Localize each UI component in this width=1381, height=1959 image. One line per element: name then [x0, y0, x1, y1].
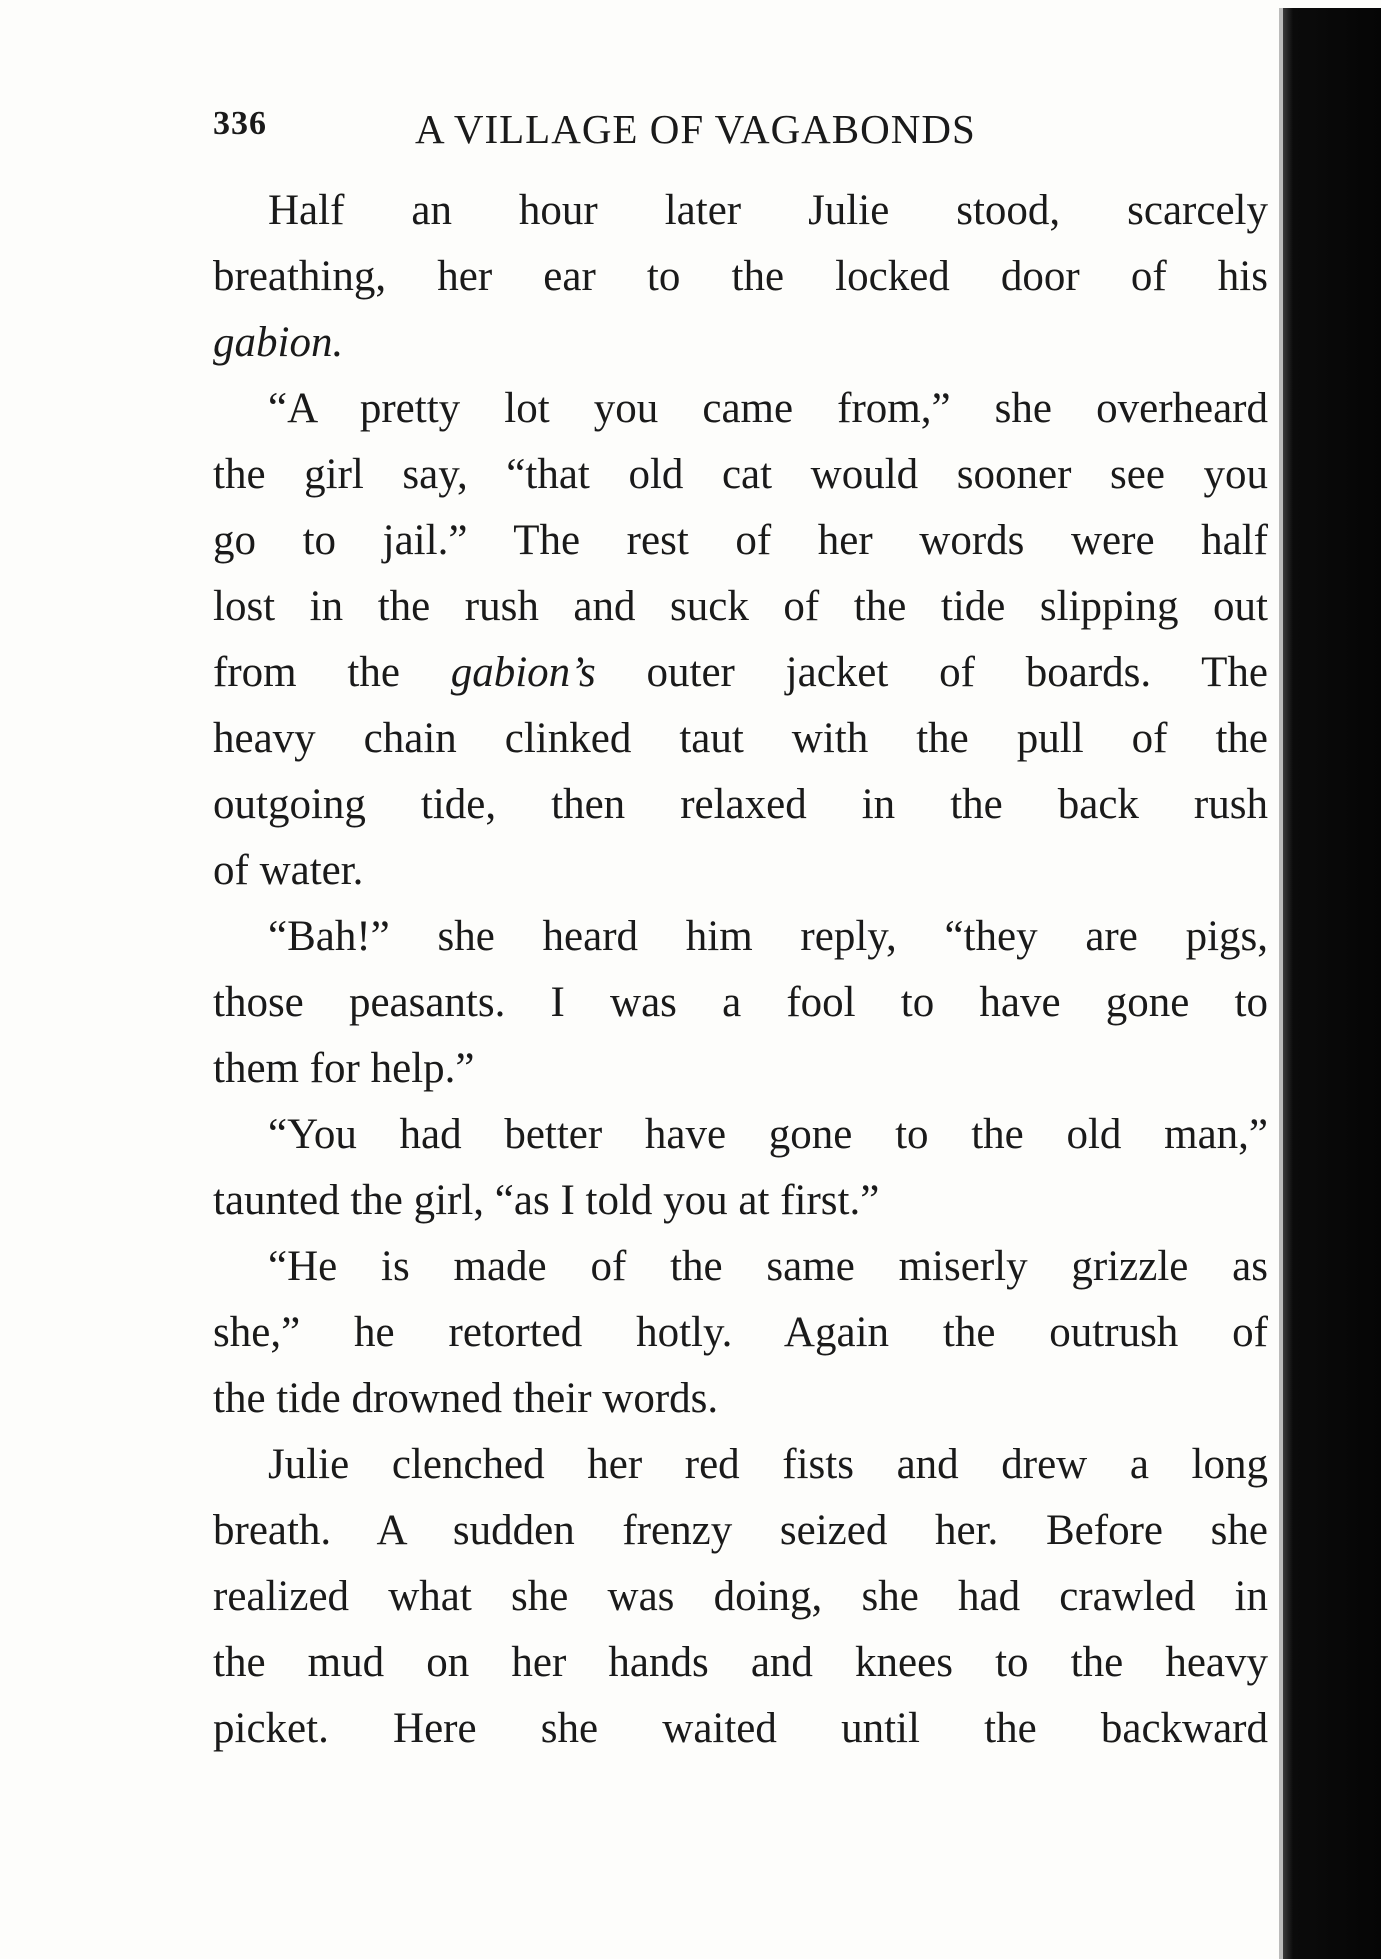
page-header	[213, 105, 1073, 155]
text-line: “You had better have gone to the old man,”	[268, 1111, 1268, 1158]
text-line: “He is made of the same miserly grizzle as	[268, 1243, 1268, 1290]
text-line: lost in the rush and suck of the tide slipping out	[213, 583, 1268, 630]
book-spine-shadow	[1283, 8, 1381, 1959]
text-line: them for help.”	[213, 1045, 475, 1092]
text-line: she,” he retorted hotly. Again the outrush of	[213, 1309, 1268, 1356]
body-text	[213, 178, 1268, 1762]
text-line: the girl say, “that old cat would sooner see you	[213, 451, 1268, 498]
text-line: the mud on her hands and knees to the heavy	[213, 1639, 1268, 1686]
running-title: A VILLAGE OF VAGABONDS	[415, 106, 976, 152]
text-line: go to jail.” The rest of her words were half	[213, 517, 1268, 564]
text-line	[213, 640, 1268, 706]
text-line: those peasants. I was a fool to have gone to	[213, 979, 1268, 1026]
text-line: Julie clenched her red fists and drew a long	[268, 1441, 1268, 1488]
text-line: realized what she was doing, she had crawled in	[213, 1573, 1268, 1620]
page-number: 336	[213, 105, 267, 142]
text-line: outgoing tide, then relaxed in the back rush	[213, 781, 1268, 828]
text-line: taunted the girl, “as I told you at first.”	[213, 1177, 880, 1224]
text-line: the tide drowned their words.	[213, 1375, 719, 1422]
text-line: heavy chain clinked taut with the pull of the	[213, 715, 1268, 762]
text-line: “Bah!” she heard him reply, “they are pigs,	[268, 913, 1268, 960]
text-line: “A pretty lot you came from,” she overheard	[268, 385, 1268, 432]
italic-word: gabion.	[213, 319, 344, 366]
text-line	[213, 310, 1268, 376]
text-segment: from the	[213, 649, 451, 696]
text-line: breathing, her ear to the locked door of his	[213, 253, 1268, 300]
text-line: picket. Here she waited until the backward	[213, 1705, 1268, 1752]
text-line: breath. A sudden frenzy seized her. Before she	[213, 1507, 1268, 1554]
text-segment: outer jacket of boards. The	[595, 649, 1268, 696]
italic-word: gabion’s	[450, 649, 596, 696]
text-line: Half an hour later Julie stood, scarcely	[268, 187, 1268, 234]
text-line: of water.	[213, 847, 364, 894]
